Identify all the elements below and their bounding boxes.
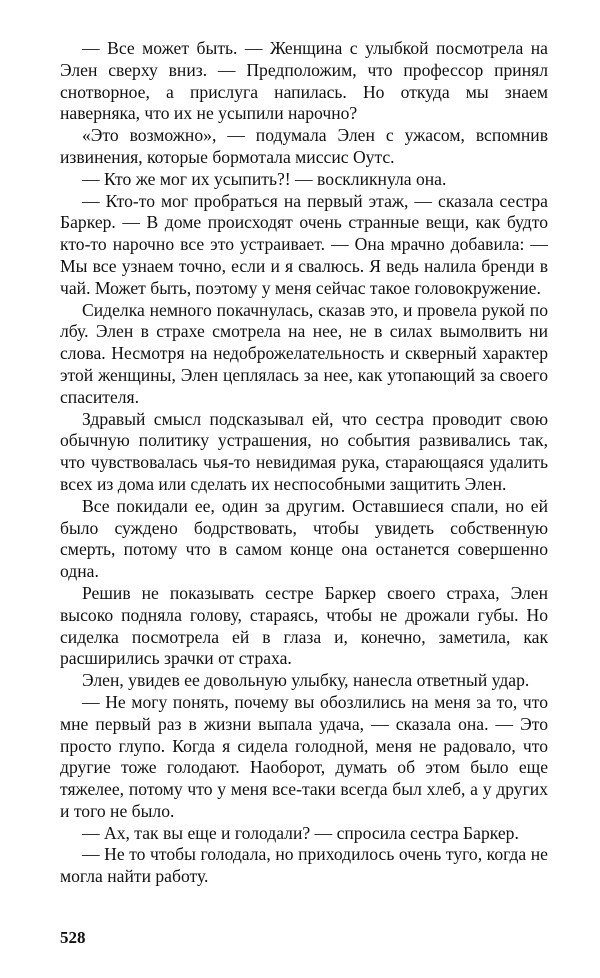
paragraph: «Это возможно», — подумала Элен с ужасом, вспомнив извинения, которые бормотала миссис Оутс.	[60, 125, 548, 167]
paragraph: — Не могу понять, почему вы обозлились на меня за то, что мне первый раз в жизни выпала удача, — сказала она. — Это просто глупо. Когда я сидела голодной, меня не радовало, что другие тоже голодают. Наоборот, думать об этом было еще тяжелее, потому что у меня все-таки всегда был хлеб, а у других и того не было.	[60, 691, 548, 821]
page-number: 528	[60, 928, 86, 947]
paragraph: — Не то чтобы голодала, но приходилось очень туго, когда не могла найти работу.	[60, 844, 548, 887]
paragraph: Все покидали ее, один за другим. Оставшиеся спали, но ей было суждено бодрствовать, чтобы увидеть собственную смерть, потому что в самом конце она останется совершенно одна.	[60, 495, 548, 582]
paragraph: Решив не показывать сестре Баркер своего страха, Элен высоко подняла голову, стараясь, чтобы не дрожали губы. Но сиделка посмотрела ей в глаза и, конечно, заметила, как расширились зрачки от страха.	[60, 582, 548, 669]
paragraph: — Кто же мог их усыпить?! — воскликнула она.	[82, 168, 447, 189]
paragraph: — Кто-то мог пробраться на первый этаж, — сказала сестра Баркер. — В доме происходят очень странные вещи, как будто кто-то нарочно все это устраивает. — Она мрачно добавила: — Мы все узнаем точно, если и я свалюсь. Я ведь налила бренди в чай. Может быть, поэтому у меня сейчас такое головокружение.	[60, 190, 548, 298]
paragraph: Сиделка немного покачнулась, сказав это, и провела рукой по лбу. Элен в страхе смотрела на нее, не в силах вымолвить ни слова. Несмотря на недоброжелательность и скверный характер этой женщины, Элен цеплялась за нее, как утопающий за своего спасителя.	[60, 299, 548, 407]
paragraph: Элен, увидев ее довольную улыбку, нанесла ответный удар.	[82, 670, 530, 691]
paragraph: Здравый смысл подсказывал ей, что сестра проводит свою обычную политику устрашения, но события развивались так, что чувствовалась чья-то невидимая рука, старающаяся удалить всех из дома или сделать их неспособными защитить Элен.	[60, 408, 548, 494]
paragraph: — Все может быть. — Женщина с улыбкой посмотрела на Элен сверху вниз. — Предположим, что профессор принял снотворное, а прислуга напилась. Но откуда мы знаем наверняка, что их не усыпили нарочно?	[60, 38, 548, 124]
paragraph: — Ах, так вы еще и голодали? — спросила сестра Баркер.	[82, 822, 519, 843]
body-text	[60, 38, 548, 888]
